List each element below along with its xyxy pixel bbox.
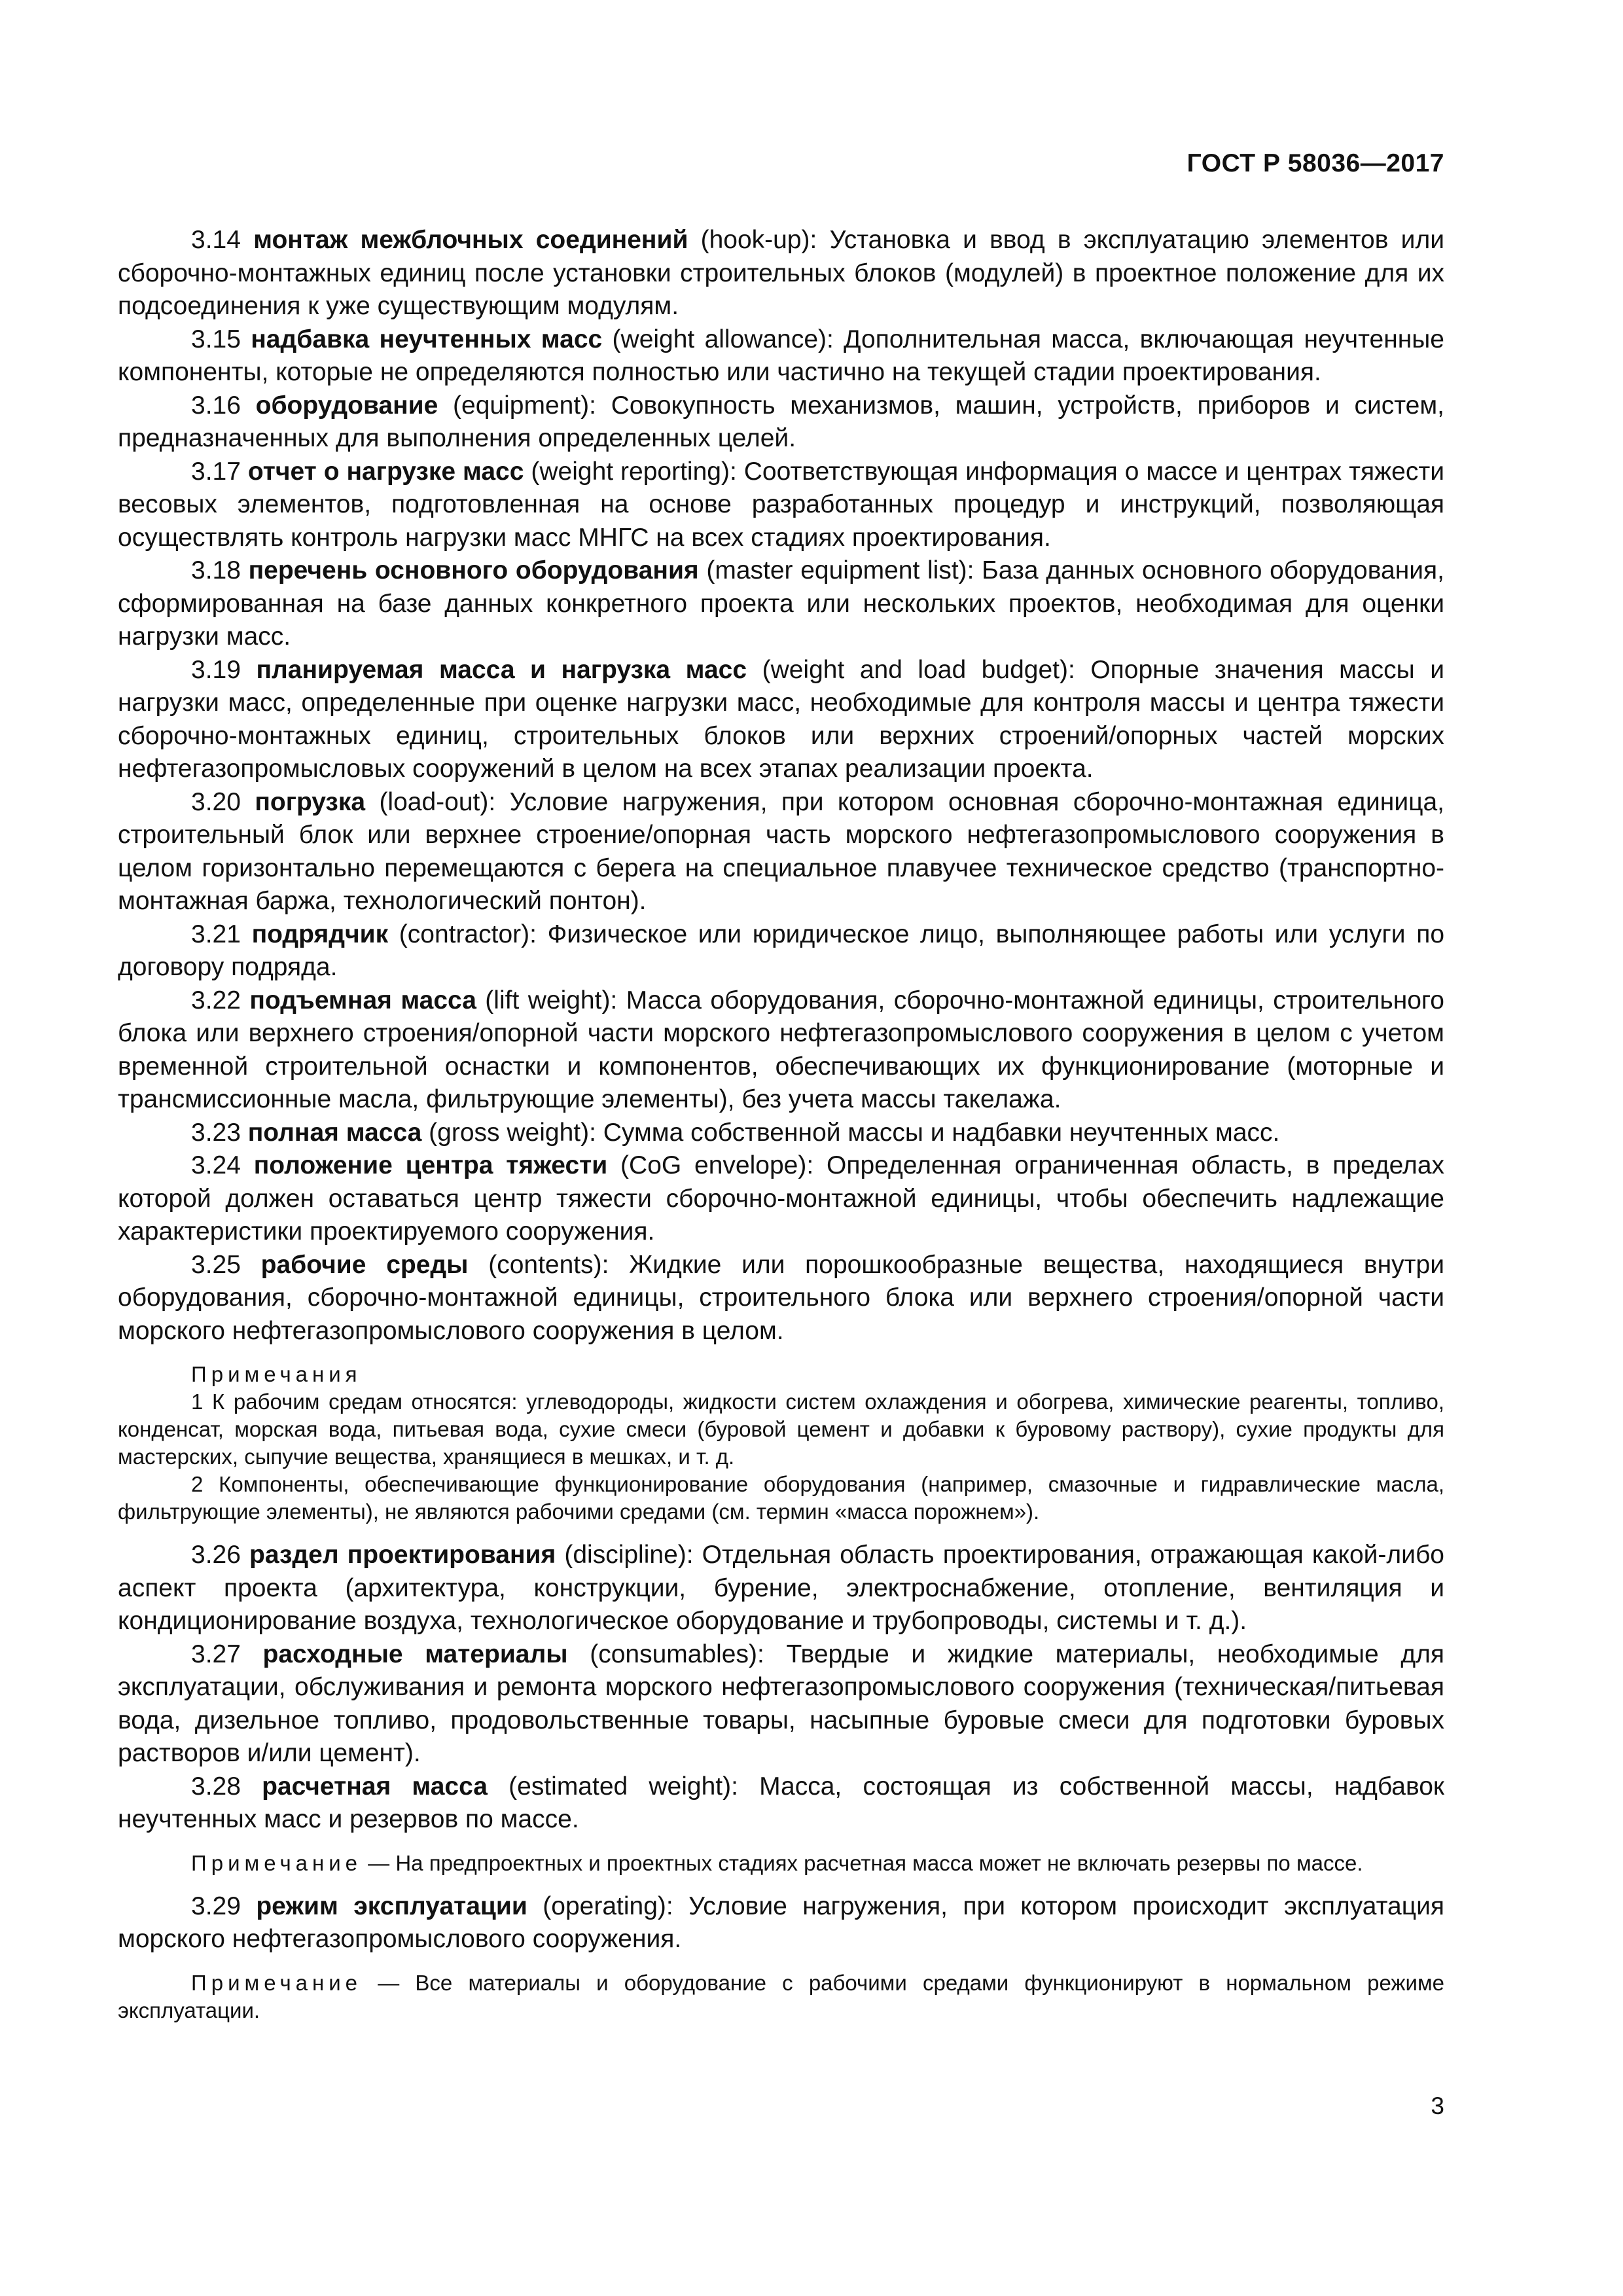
term-title: оборудование xyxy=(255,391,438,420)
note-text: — На предпроектных и проектных стадиях расчетная масса может не включать резервы по массе. xyxy=(362,1850,1363,1875)
term-definition: (gross weight): Сумма собственной массы и надбавки неучтенных масс. xyxy=(421,1118,1280,1147)
term-definition: (estimated weight): Масса, состоящая из собственной массы, надбавок неучтенных масс и резервов по массе. xyxy=(118,1772,1444,1833)
term-definition: (master equipment list): База данных основного оборудования, сформированная на базе данных конкретного проекта или нескольких проектов, необходимая для оценки нагрузки масс. xyxy=(118,556,1444,651)
term-3-16 xyxy=(118,389,1444,456)
term-3-24 xyxy=(118,1149,1444,1249)
term-definition: (weight reporting): Соответствующая информация о массе и центрах тяжести весовых элементов, подготовленная на основе разработанных процедур и инструкций, позволяющая осуществлять контроль нагрузки масс МНГС на всех стадиях проектирования. xyxy=(118,457,1444,552)
term-3-23 xyxy=(118,1117,1444,1150)
term-3-15 xyxy=(118,323,1444,389)
notes-3-25 xyxy=(118,1361,1444,1526)
term-title: планируемая масса и нагрузка масс xyxy=(256,655,747,684)
term-number: 3.16 xyxy=(191,391,241,420)
note-item-2: 2 Компоненты, обеспечивающие функционирование оборудования (например, смазочные и гидравлические масла, фильтрующие элементы), не являются рабочими средами (см. термин «масса порожнем»). xyxy=(118,1472,1444,1524)
term-definition: (discipline): Отдельная область проектирования, отражающая какой-либо аспект проекта (архитектура, конструкции, бурение, электроснабжение, отопление, вентиляция и кондиционирование воздуха, технологическое оборудование и трубопроводы, системы и т. д.). xyxy=(118,1541,1444,1635)
term-title: монтаж межблочных соединений xyxy=(253,226,688,254)
note-text: — Все материалы и оборудование с рабочими средами функционируют в нормальном режиме эксплуатации. xyxy=(118,1970,1444,2022)
term-number: 3.29 xyxy=(191,1892,241,1920)
term-3-22 xyxy=(118,984,1444,1117)
term-number: 3.23 xyxy=(191,1118,241,1147)
term-3-20 xyxy=(118,786,1444,918)
term-title: надбавка неучтенных масс xyxy=(251,325,603,353)
term-definition: (operating): Условие нагружения, при котором происходит эксплуатация морского нефтегазопромыслового сооружения. xyxy=(118,1892,1444,1953)
term-number: 3.21 xyxy=(191,920,241,948)
term-3-27 xyxy=(118,1638,1444,1770)
term-title: подрядчик xyxy=(251,920,389,948)
term-definition: (consumables): Твердые и жидкие материалы, необходимые для эксплуатации, обслуживания и ремонта морского нефтегазопромыслового сооружения (техническая/питьевая вода, дизельное топливо, продовольственные товары, насыпные буровые смеси для подготовки буровых растворов и/или цемент). xyxy=(118,1640,1444,1767)
term-number: 3.28 xyxy=(191,1772,241,1801)
term-title: рабочие среды xyxy=(260,1250,469,1279)
term-title: расчетная масса xyxy=(262,1772,488,1801)
term-number: 3.17 xyxy=(191,457,241,486)
note-label: Примечание xyxy=(191,1970,363,1995)
term-definition: (equipment): Совокупность механизмов, машин, устройств, приборов и систем, предназначенных для выполнения определенных целей. xyxy=(118,391,1444,452)
terms-content xyxy=(118,224,1444,2037)
term-number: 3.24 xyxy=(191,1151,241,1179)
term-number: 3.15 xyxy=(191,325,241,353)
term-title: расходные материалы xyxy=(262,1640,568,1668)
term-3-17 xyxy=(118,456,1444,555)
term-definition: (contractor): Физическое или юридическое лицо, выполняющее работы или услуги по договору подряда. xyxy=(118,920,1445,981)
term-title: отчет о нагрузке масс xyxy=(247,457,524,486)
note-item-1: 1 К рабочим средам относятся: углеводороды, жидкости систем охлаждения и обогрева, химические реагенты, топливо, конденсат, морская вода, питьевая вода, сухие смеси (буровой цемент и добавки к буровому раствору), сухие продукты для мастерских, сыпучие вещества, хранящиеся в мешках, и т. д. xyxy=(118,1390,1444,1469)
note-3-29 xyxy=(118,1969,1444,2024)
term-title: раздел проектирования xyxy=(249,1541,556,1569)
term-title: положение центра тяжести xyxy=(253,1151,608,1179)
term-number: 3.22 xyxy=(191,986,241,1014)
term-number: 3.25 xyxy=(191,1250,241,1279)
term-definition: (hook-up): Установка и ввод в эксплуатацию элементов или сборочно-монтажных единиц после установки строительных блоков (модулей) в проектное положение для их подсоединения к уже существующим модулям. xyxy=(118,226,1444,320)
term-title: полная масса xyxy=(247,1118,422,1147)
term-title: перечень основного оборудования xyxy=(248,556,699,584)
term-number: 3.27 xyxy=(191,1640,241,1668)
term-title: погрузка xyxy=(255,787,366,816)
term-3-29 xyxy=(118,1890,1444,1956)
term-title: режим эксплуатации xyxy=(256,1892,527,1920)
term-number: 3.20 xyxy=(191,787,241,816)
term-number: 3.18 xyxy=(191,556,241,584)
term-3-14 xyxy=(118,224,1444,323)
document-id-header: ГОСТ Р 58036—2017 xyxy=(1186,149,1444,177)
note-3-28 xyxy=(118,1850,1444,1877)
term-definition: (lift weight): Масса оборудования, сборочно-монтажной единицы, строительного блока или верхнего строения/опорной части морского нефтегазопромыслового сооружения в целом с учетом временной строительной оснастки и компонентов, обеспечивающих их функционирование (моторные и трансмиссионные масла, фильтрующие элементы), без учета массы такелажа. xyxy=(118,986,1444,1113)
term-number: 3.14 xyxy=(191,226,241,254)
term-3-19 xyxy=(118,654,1444,786)
term-definition: (contents): Жидкие или порошкообразные вещества, находящиеся внутри оборудования, сборочно-монтажной единицы, строительного блока или верхнего строения/опорной части морского нефтегазопромыслового сооружения в целом. xyxy=(118,1250,1444,1345)
term-3-18 xyxy=(118,554,1444,654)
term-3-21 xyxy=(118,918,1444,984)
term-definition: (CoG envelope): Определенная ограниченная область, в пределах которой должен оставаться центр тяжести сборочно-монтажной единицы, чтобы обеспечить надлежащие характеристики проектируемого сооружения. xyxy=(118,1151,1445,1246)
page-number: 3 xyxy=(1431,2092,1444,2119)
term-definition: (load-out): Условие нагружения, при котором основная сборочно-монтажная единица, строительный блок или верхнее строение/опорная часть морского нефтегазопромыслового сооружения в целом горизонтально перемещаются с берега на специальное плавучее техническое средство (транспортно-монтажная баржа, технологический понтон). xyxy=(118,787,1444,915)
term-number: 3.19 xyxy=(191,655,241,684)
term-3-26 xyxy=(118,1539,1444,1638)
term-definition: (weight and load budget): Опорные значения массы и нагрузки масс, определенные при оценке нагрузки масс, необходимые для контроля массы и центра тяжести сборочно-монтажных единиц, строительных блоков или верхних строений/опорных частей морских нефтегазопромысловых сооружений в целом на всех этапах реализации проекта. xyxy=(118,655,1445,783)
term-definition: (weight allowance): Дополнительная масса, включающая неучтенные компоненты, которые не определяются полностью или частично на текущей стадии проектирования. xyxy=(118,325,1444,386)
notes-heading: Примечания xyxy=(191,1362,362,1386)
term-3-28 xyxy=(118,1770,1444,1837)
term-3-25 xyxy=(118,1249,1444,1348)
note-label: Примечание xyxy=(191,1850,363,1875)
term-title: подъемная масса xyxy=(249,986,476,1014)
term-number: 3.26 xyxy=(191,1541,241,1569)
